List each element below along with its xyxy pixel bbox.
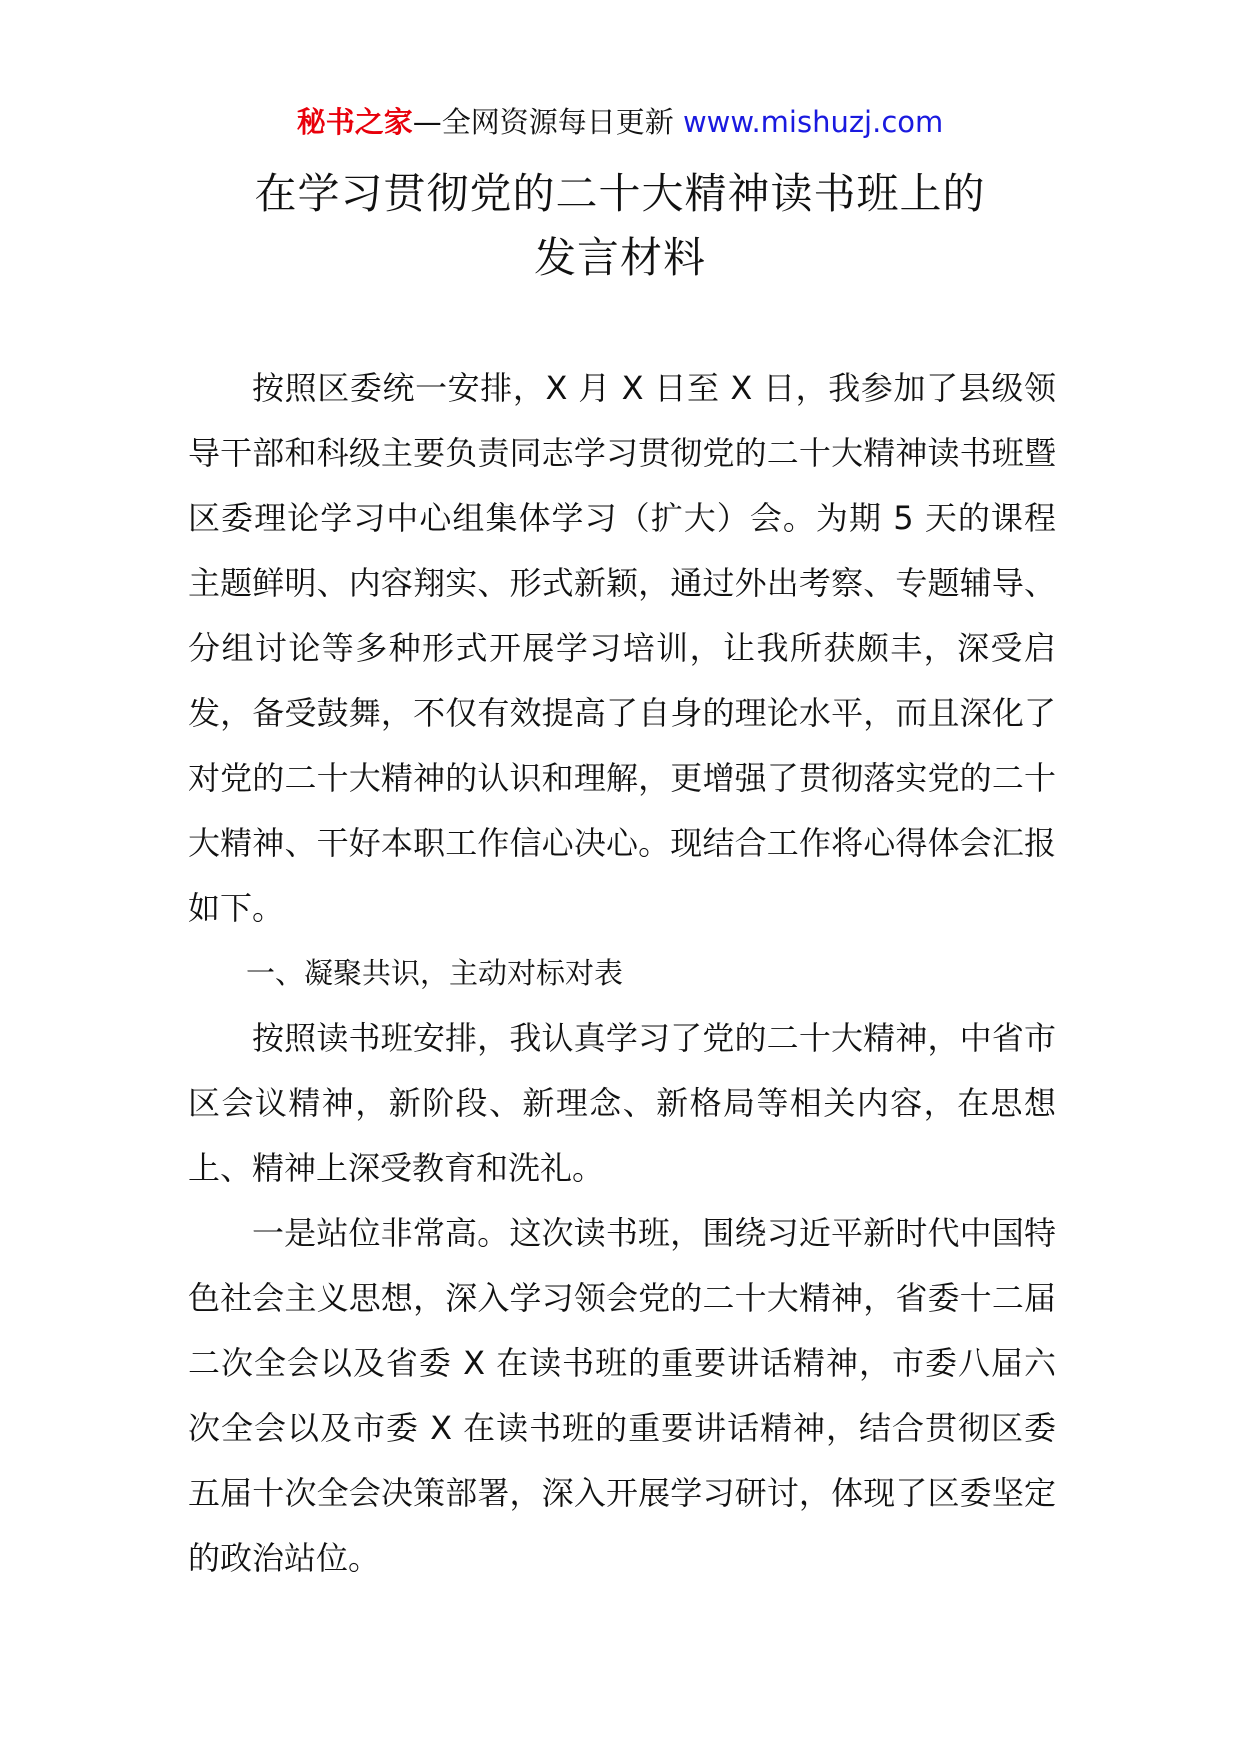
document-body [188,356,1056,1591]
title-line-1: 在学习贯彻党的二十大精神读书班上的 [254,169,986,218]
body-paragraph: 按照区委统一安排，X 月 X 日至 X 日，我参加了县级领导干部和科级主要负责同志学习贯彻党的二十大精神读书班暨区委理论学习中心组集体学习（扩大）会。为期 5 天的课程主题鲜明、内容翔实、形式新颖，通过外出考察、专题辅导、分组讨论等多种形式开展学习培训，让我所获颇丰，深受启发，备受鼓舞，不仅有效提高了自身的理论水平，而且深化了对党的二十大精神的认识和理解，更增强了贯彻落实党的二十大精神、干好本职工作信心决心。现结合工作将心得体会汇报如下。 [188,369,1056,927]
brand-name: 秘书之家 [296,105,413,139]
body-paragraph: 一是站位非常高。这次读书班，围绕习近平新时代中国特色社会主义思想，深入学习领会党的二十大精神，省委十二届二次全会以及省委 X 在读书班的重要讲话精神，市委八届六次全会以及市委 X 在读书班的重要讲话精神，结合贯彻区委五届十次全会决策部署，深入开展学习研讨，体现了区委坚定的政治站位。 [188,1214,1056,1577]
header-tagline: —全网资源每日更新 [412,105,674,139]
body-paragraph: 按照读书班安排，我认真学习了党的二十大精神，中省市区会议精神，新阶段、新理念、新格局等相关内容，在思想上、精神上深受教育和洗礼。 [188,1019,1056,1187]
section-heading: 一、凝聚共识，主动对标对表 [246,956,624,990]
title-line-2: 发言材料 [533,233,706,282]
site-header [0,102,1240,142]
site-url-link[interactable]: www.mishuzj.com [682,105,944,139]
document-title [0,162,1240,290]
